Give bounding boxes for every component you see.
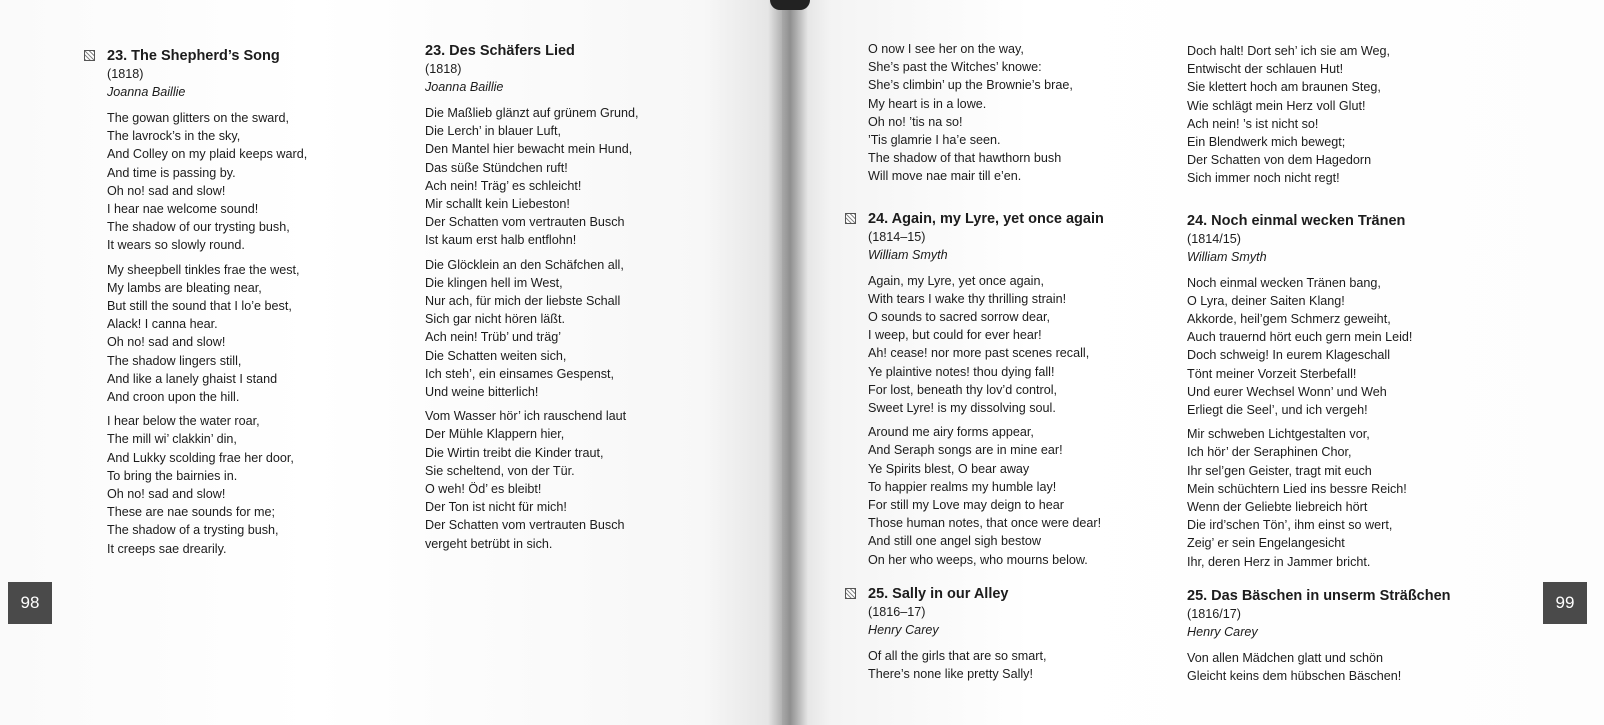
stanza — [868, 423, 1104, 569]
verse-line: Ihr sel’gen Geister, tragt mit euch — [1187, 463, 1372, 478]
song-title — [868, 585, 1104, 604]
verse-line: Wenn der Geliebte liebreich hört — [1187, 500, 1368, 515]
stanza — [425, 407, 639, 553]
verse-line: Ye plaintive notes! thou dying fall! — [868, 364, 1055, 379]
song-title — [868, 210, 1104, 229]
song-author: Henry Carey — [1187, 624, 1258, 639]
verse-line: Von allen Mädchen glatt und schön — [1187, 650, 1384, 665]
stanza — [107, 109, 307, 255]
continuation-stanza — [1187, 42, 1451, 188]
verse-line: And like a lanely ghaist I stand — [107, 371, 278, 386]
verse-line: Erliegt die Seel’, und ich vergeh! — [1187, 403, 1368, 418]
verse-line: Vom Wasser hör’ ich rauschend laut — [425, 409, 627, 424]
song-year: (1816–17) — [868, 604, 926, 619]
verse-line: The shadow lingers still, — [107, 353, 242, 368]
stanza — [868, 272, 1104, 418]
song-author: Joanna Baillie — [425, 80, 504, 94]
stanza — [1187, 274, 1451, 420]
verse-line: Ye Spirits blest, O bear away — [868, 461, 1030, 476]
verse-line: And time is passing by. — [107, 165, 236, 180]
song-title-text: 23. The Shepherd’s Song — [107, 48, 280, 64]
verse-line: Mein schüchtern Lied ins bessre Reich! — [1187, 481, 1407, 496]
verse-line: Alack! I canna hear. — [107, 317, 218, 332]
verse-line: Oh no! ’tis na so! — [868, 114, 963, 129]
song-year: (1816/17) — [1187, 606, 1241, 621]
verse-line: Ach nein! ’s ist nicht so! — [1187, 116, 1319, 131]
verse-line: It creeps sae drearily. — [107, 541, 227, 556]
verse-line: I hear nae welcome sound! — [107, 202, 259, 217]
verse-line: Der Schatten vom vertrauten Busch — [425, 215, 625, 230]
verse-line: Nur ach, für mich der liebste Schall — [425, 294, 621, 309]
stanza — [107, 261, 307, 407]
song-author: Henry Carey — [868, 622, 939, 637]
book-gutter — [768, 0, 808, 725]
verse-line: And croon upon the hill. — [107, 390, 240, 405]
verse-line: I weep, but could for ever hear! — [868, 328, 1042, 343]
verse-line: Auch trauernd hört euch gern mein Leid! — [1187, 330, 1413, 345]
verse-line: I hear below the water roar, — [107, 414, 260, 429]
continuation-stanza — [868, 40, 1104, 186]
verse-line: My sheepbell tinkles frae the west, — [107, 262, 300, 277]
verse-line: She’s climbin’ up the Brownie’s brae, — [868, 78, 1073, 93]
song-title — [107, 47, 307, 66]
verse-line: The shadow of our trysting bush, — [107, 220, 290, 235]
verse-line: Sie klettert hoch am braunen Steg, — [1187, 80, 1381, 95]
track-icon — [845, 213, 856, 224]
song-year: (1818) — [425, 62, 462, 76]
song-title: 23. Des Schäfers Lied — [425, 43, 575, 59]
verse-line: My heart is in a lowe. — [868, 96, 987, 111]
verse-line: Der Schatten vom vertrauten Busch — [425, 518, 625, 533]
verse-line: Doch halt! Dort seh’ ich sie am Weg, — [1187, 44, 1390, 58]
verse-line: Die Wirtin treibt die Kinder traut, — [425, 445, 604, 460]
verse-line: Mir schweben Lichtgestalten vor, — [1187, 427, 1370, 442]
verse-line: Der Mühle Klappern hier, — [425, 427, 565, 442]
stanza — [107, 412, 307, 558]
verse-line: For still my Love may deign to hear — [868, 498, 1064, 513]
verse-line: Die ird’schen Tön’, ihm einst so wert, — [1187, 518, 1393, 533]
verse-line: Der Schatten von dem Hagedorn — [1187, 153, 1372, 168]
verse-line: Die Schatten weiten sich, — [425, 348, 567, 363]
verse-line: Ah! cease! nor more past scenes recall, — [868, 346, 1090, 361]
verse-line: And Lukky scolding frae her door, — [107, 450, 294, 465]
verse-line: Ist kaum erst halb entflohn! — [425, 233, 577, 248]
verse-line: Doch schweig! In eurem Klageschall — [1187, 348, 1391, 363]
verse-line: My lambs are bleating near, — [107, 280, 262, 295]
verse-line: vergeht betrübt in sich. — [425, 536, 553, 551]
verse-line: To happier realms my humble lay! — [868, 479, 1057, 494]
verse-line: Die Lerch’ in blauer Luft, — [425, 124, 562, 139]
verse-line: Das süße Stündchen ruft! — [425, 160, 568, 175]
verse-line: Ich hör’ der Seraphinen Chor, — [1187, 445, 1352, 460]
verse-line: With tears I wake thy thrilling strain! — [868, 291, 1067, 306]
song-year: (1818) — [107, 67, 144, 81]
stanza — [868, 647, 1104, 683]
verse-line: Zeig’ er sein Engelangesicht — [1187, 536, 1345, 551]
track-icon — [845, 588, 856, 599]
verse-line: Those human notes, that once were dear! — [868, 516, 1102, 531]
verse-line: Ein Blendwerk mich bewegt; — [1187, 135, 1346, 150]
song-author: William Smyth — [868, 247, 948, 262]
verse-line: O sounds to sacred sorrow dear, — [868, 310, 1051, 325]
verse-line: The lavrock’s in the sky, — [107, 129, 241, 144]
left-german-column — [425, 42, 639, 559]
verse-line: The gowan glitters on the sward, — [107, 111, 290, 125]
verse-line: To bring the bairnies in. — [107, 468, 238, 483]
verse-line: Die Maßlieb glänzt auf grünem Grund, — [425, 106, 639, 120]
verse-line: On her who weeps, who mourns below. — [868, 552, 1088, 567]
verse-line: Around me airy forms appear, — [868, 425, 1034, 440]
song-title: 25. Das Bäschen in unserm Sträßchen — [1187, 587, 1451, 604]
stanza — [425, 104, 639, 250]
song-year: (1814–15) — [868, 229, 926, 244]
book-spine-top — [770, 0, 810, 10]
verse-line: Ach nein! Trüb’ und träg’ — [425, 330, 562, 345]
stanza — [425, 256, 639, 402]
verse-line: Sich immer noch nicht regt! — [1187, 171, 1340, 186]
verse-line: Die Glöcklein an den Schäfchen all, — [425, 257, 624, 272]
verse-line: Sweet Lyre! is my dissolving soul. — [868, 401, 1056, 416]
song-title-text: 24. Again, my Lyre, yet once again — [868, 210, 1104, 227]
verse-line: Noch einmal wecken Tränen bang, — [1187, 275, 1381, 290]
verse-line: Wie schlägt mein Herz voll Glut! — [1187, 98, 1366, 113]
left-english-column — [107, 47, 307, 564]
song-title: 24. Noch einmal wecken Tränen — [1187, 212, 1406, 229]
verse-line: Sie scheltend, von der Tür. — [425, 463, 575, 478]
page-number: 98 — [8, 582, 52, 624]
verse-line: For lost, beneath thy lov’d control, — [868, 382, 1058, 397]
verse-line: There’s none like pretty Sally! — [868, 667, 1033, 682]
verse-line: Entwischt der schlauen Hut! — [1187, 62, 1344, 77]
verse-line: The shadow of a trysting bush, — [107, 523, 279, 538]
verse-line: She’s past the Witches’ knowe: — [868, 60, 1042, 75]
stanza-list — [1187, 274, 1451, 571]
verse-line: Oh no! sad and slow! — [107, 183, 226, 198]
verse-line: Will move nae mair till e’en. — [868, 169, 1022, 184]
verse-line: But still the sound that I lo’e best, — [107, 299, 292, 314]
verse-line: Again, my Lyre, yet once again, — [868, 273, 1044, 288]
verse-line: Und weine bitterlich! — [425, 385, 539, 400]
stanza — [1187, 649, 1451, 685]
verse-line: Akkorde, heil’gem Schmerz geweiht, — [1187, 312, 1391, 327]
verse-line: Gleicht keins dem hübschen Bäschen! — [1187, 669, 1402, 684]
verse-line: Ich steh’, ein einsames Gespenst, — [425, 366, 615, 381]
verse-line: The mill wi’ clakkin’ din, — [107, 432, 237, 447]
stanza-list — [107, 109, 307, 558]
verse-line: O now I see her on the way, — [868, 42, 1024, 56]
verse-line: And still one angel sigh bestow — [868, 534, 1041, 549]
verse-line: Und eurer Wechsel Wonn’ und Weh — [1187, 384, 1387, 399]
verse-line: Mir schallt kein Liebeston! — [425, 197, 570, 212]
verse-line: Sich gar nicht hören läßt. — [425, 312, 566, 327]
verse-line: These are nae sounds for me; — [107, 505, 276, 520]
verse-line: Of all the girls that are so smart, — [868, 648, 1047, 663]
verse-line: ’Tis glamrie I ha’e seen. — [868, 133, 1001, 148]
song-title-text: 25. Sally in our Alley — [868, 585, 1009, 602]
verse-line: And Colley on my plaid keeps ward, — [107, 147, 308, 162]
verse-line: O Lyra, deiner Saiten Klang! — [1187, 293, 1345, 308]
verse-line: Ihr, deren Herz in Jammer bricht. — [1187, 554, 1371, 569]
stanza-list — [425, 104, 639, 553]
right-german-column — [1187, 42, 1451, 691]
song-author: William Smyth — [1187, 249, 1267, 264]
right-english-column — [868, 40, 1104, 689]
verse-line: O weh! Öd’ es bleibt! — [425, 482, 542, 497]
stanza-list — [868, 647, 1104, 683]
verse-line: The shadow of that hawthorn bush — [868, 151, 1062, 166]
verse-line: And Seraph songs are in mine ear! — [868, 443, 1063, 458]
verse-line: Tönt meiner Vorzeit Sterbefall! — [1187, 366, 1357, 381]
stanza-list — [868, 272, 1104, 569]
stanza-list — [1187, 649, 1451, 685]
track-icon — [84, 50, 95, 61]
verse-line: Der Ton ist nicht für mich! — [425, 500, 567, 515]
song-author: Joanna Baillie — [107, 85, 186, 99]
stanza — [1187, 425, 1451, 571]
song-year: (1814/15) — [1187, 231, 1241, 246]
verse-line: Oh no! sad and slow! — [107, 487, 226, 502]
verse-line: Die klingen hell im West, — [425, 275, 563, 290]
verse-line: It wears so slowly round. — [107, 238, 245, 253]
verse-line: Ach nein! Träg’ es schleicht! — [425, 178, 582, 193]
verse-line: Oh no! sad and slow! — [107, 335, 226, 350]
verse-line: Den Mantel hier bewacht mein Hund, — [425, 142, 633, 157]
page-number: 99 — [1543, 582, 1587, 624]
